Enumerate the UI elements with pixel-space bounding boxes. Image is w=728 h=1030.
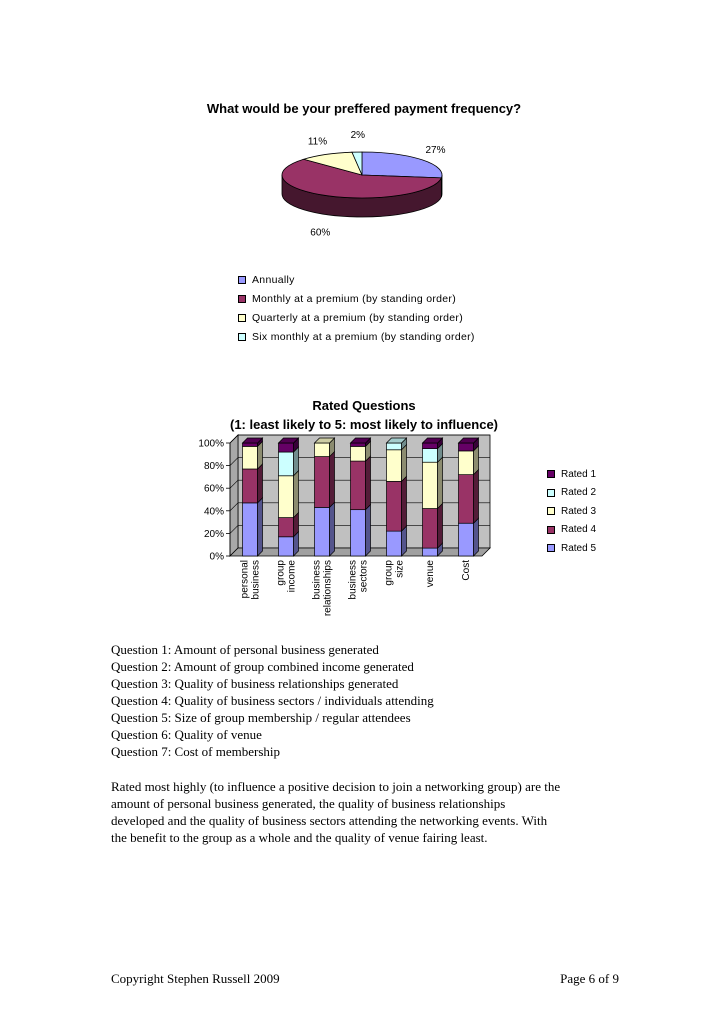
bar-chart-legend	[547, 465, 596, 558]
bar-segment-rated-4	[279, 518, 294, 537]
bar-chart-title-line2: (1: least likely to 5: most likely to influence)	[229, 417, 499, 432]
x-category-label-line: group	[275, 560, 287, 586]
bar-segment-rated-3	[387, 450, 402, 482]
y-tick-label: 20%	[203, 528, 224, 540]
question-item: Question 5: Size of group membership / regular attendees	[111, 710, 411, 725]
summary-line: developed and the quality of business sectors attending the networking events. With	[111, 813, 548, 828]
bar-chart-title-line1: Rated Questions	[312, 398, 416, 413]
bar-segment-rated-1	[351, 443, 366, 446]
legend-swatch	[547, 526, 555, 534]
bar-segment-rated-5	[243, 503, 258, 556]
pie-chart-legend	[238, 270, 475, 346]
bar-segment-rated-1	[459, 443, 474, 451]
bar-segment-side	[366, 505, 371, 556]
bar-business-relationships	[315, 438, 335, 556]
pie-legend-item	[238, 289, 475, 308]
legend-swatch	[238, 333, 246, 341]
pie-label-quarterly-at-a-premium-by-standing-order: 11%	[307, 136, 328, 148]
legend-label: Rated 1	[561, 468, 597, 480]
legend-swatch	[547, 507, 555, 515]
legend-label: Rated 3	[561, 505, 597, 517]
x-category-label-line: business	[347, 560, 359, 600]
question-list	[111, 641, 434, 760]
bar-legend-item	[547, 502, 596, 521]
bar-segment-rated-4	[387, 481, 402, 531]
bar-segment-rated-3	[423, 462, 438, 508]
pie-legend-item	[238, 308, 475, 327]
bar-segment-rated-3	[315, 443, 330, 457]
bar-segment-rated-1	[279, 443, 294, 452]
legend-label: Rated 4	[561, 524, 597, 536]
bar-segment-side	[366, 456, 371, 510]
footer-copyright: Copyright Stephen Russell 2009	[111, 971, 280, 986]
x-category-label-line: business	[250, 560, 262, 600]
x-category-label-line: Cost	[461, 560, 472, 581]
legend-label: Rated 2	[561, 487, 597, 499]
bar-chart-title	[0, 396, 728, 434]
x-category-label	[461, 560, 472, 581]
bar-segment-rated-3	[279, 476, 294, 518]
bar-segment-rated-4	[351, 461, 366, 510]
summary-line: Rated most highly (to influence a positive decision to join a networking group) are the	[111, 779, 561, 794]
bar-segment-rated-4	[423, 509, 438, 549]
y-tick-label: 100%	[198, 438, 224, 450]
bar-segment-side	[438, 504, 443, 549]
legend-swatch	[547, 489, 555, 497]
question-item: Question 4: Quality of business sectors / individuals attending	[111, 693, 434, 708]
legend-label: Annually	[252, 273, 295, 286]
pie-label-annually: 27%	[425, 145, 446, 157]
legend-label: Quarterly at a premium (by standing order)	[252, 311, 464, 324]
summary-line: the benefit to the group as a whole and the quality of venue fairing least.	[111, 830, 488, 845]
bar-segment-rated-2	[387, 443, 402, 450]
x-category-label-line: sectors	[358, 560, 370, 593]
bar-venue	[423, 438, 443, 556]
pie-chart	[240, 130, 500, 255]
bar-segment-rated-3	[351, 446, 366, 461]
bar-segment-side	[438, 457, 443, 508]
bar-segment-rated-1	[243, 443, 258, 446]
side-wall	[230, 435, 238, 556]
x-category-label	[240, 560, 262, 599]
legend-swatch	[238, 276, 246, 284]
bar-segment-rated-4	[243, 469, 258, 503]
bar-cost	[459, 438, 479, 556]
bar-segment-side	[330, 502, 335, 556]
bar-segment-rated-4	[459, 475, 474, 524]
x-category-label	[276, 560, 298, 593]
x-category-label-line: income	[286, 560, 298, 593]
bar-segment-side	[402, 476, 407, 531]
question-item: Question 3: Quality of business relationships generated	[111, 676, 399, 691]
question-item: Question 7: Cost of membership	[111, 744, 280, 759]
legend-swatch	[547, 544, 555, 552]
question-item: Question 1: Amount of personal business generated	[111, 642, 379, 657]
x-category-label-line: business	[311, 560, 323, 600]
bar-chart	[180, 430, 500, 630]
y-tick-label: 60%	[203, 483, 224, 495]
y-tick-label: 0%	[209, 551, 224, 563]
bar-segment-side	[258, 464, 263, 503]
bar-segment-side	[474, 518, 479, 556]
bar-segment-rated-5	[315, 507, 330, 556]
legend-label: Six monthly at a premium (by standing order)	[252, 330, 475, 343]
bar-group-size	[387, 438, 407, 556]
summary-paragraph	[111, 778, 631, 846]
pie-slices	[282, 152, 442, 198]
legend-label: Rated 5	[561, 542, 597, 554]
x-category-label	[312, 560, 334, 616]
x-category-label	[384, 560, 406, 586]
bar-segment-rated-4	[315, 457, 330, 508]
bar-segment-side	[258, 498, 263, 556]
legend-swatch	[547, 470, 555, 478]
bar-group-income	[279, 438, 299, 556]
bar-legend-item	[547, 539, 596, 558]
bar-legend-item	[547, 465, 596, 484]
bar-segment-rated-2	[423, 449, 438, 463]
bar-business-sectors	[351, 438, 371, 556]
bar-segment-rated-5	[387, 531, 402, 556]
footer-page-number: Page 6 of 9	[560, 971, 619, 986]
pie-chart-title: What would be your preffered payment frequency?	[206, 101, 522, 116]
bar-segment-side	[330, 452, 335, 508]
legend-swatch	[238, 314, 246, 322]
bar-segment-rated-5	[423, 548, 438, 556]
bar-segment-rated-5	[279, 537, 294, 556]
bar-segment-side	[294, 471, 299, 518]
x-category-label-line: relationships	[322, 560, 334, 617]
x-category-label	[425, 560, 436, 588]
bar-legend-item	[547, 484, 596, 503]
y-tick-label: 40%	[203, 506, 224, 518]
bar-personal-business	[243, 438, 263, 556]
y-tick-label: 80%	[203, 461, 224, 473]
pie-legend-item	[238, 270, 475, 289]
x-category-label-line: venue	[425, 560, 436, 588]
bar-segment-rated-5	[459, 523, 474, 556]
legend-swatch	[238, 295, 246, 303]
question-item: Question 6: Quality of venue	[111, 727, 262, 742]
x-category-label	[348, 560, 370, 599]
bar-segment-side	[402, 445, 407, 482]
pie-label-six-monthly-at-a-premium-by-standing-order: 2%	[350, 130, 366, 142]
bar-segment-rated-1	[423, 443, 438, 449]
legend-label: Monthly at a premium (by standing order)	[252, 292, 456, 305]
bar-segment-side	[474, 470, 479, 524]
bar-segment-rated-3	[459, 451, 474, 475]
pie-label-monthly-at-a-premium-by-standing-order: 60%	[310, 227, 331, 239]
x-category-label-line: size	[394, 560, 406, 578]
bar-legend-item	[547, 521, 596, 540]
summary-line: amount of personal business generated, the quality of business relationships	[111, 796, 506, 811]
question-item: Question 2: Amount of group combined income generated	[111, 659, 414, 674]
bar-segment-rated-5	[351, 510, 366, 556]
x-category-label-line: group	[383, 560, 395, 586]
bar-segment-rated-3	[243, 446, 258, 469]
x-category-label-line: personal	[239, 560, 251, 599]
pie-legend-item	[238, 327, 475, 346]
bar-segment-rated-2	[279, 452, 294, 476]
